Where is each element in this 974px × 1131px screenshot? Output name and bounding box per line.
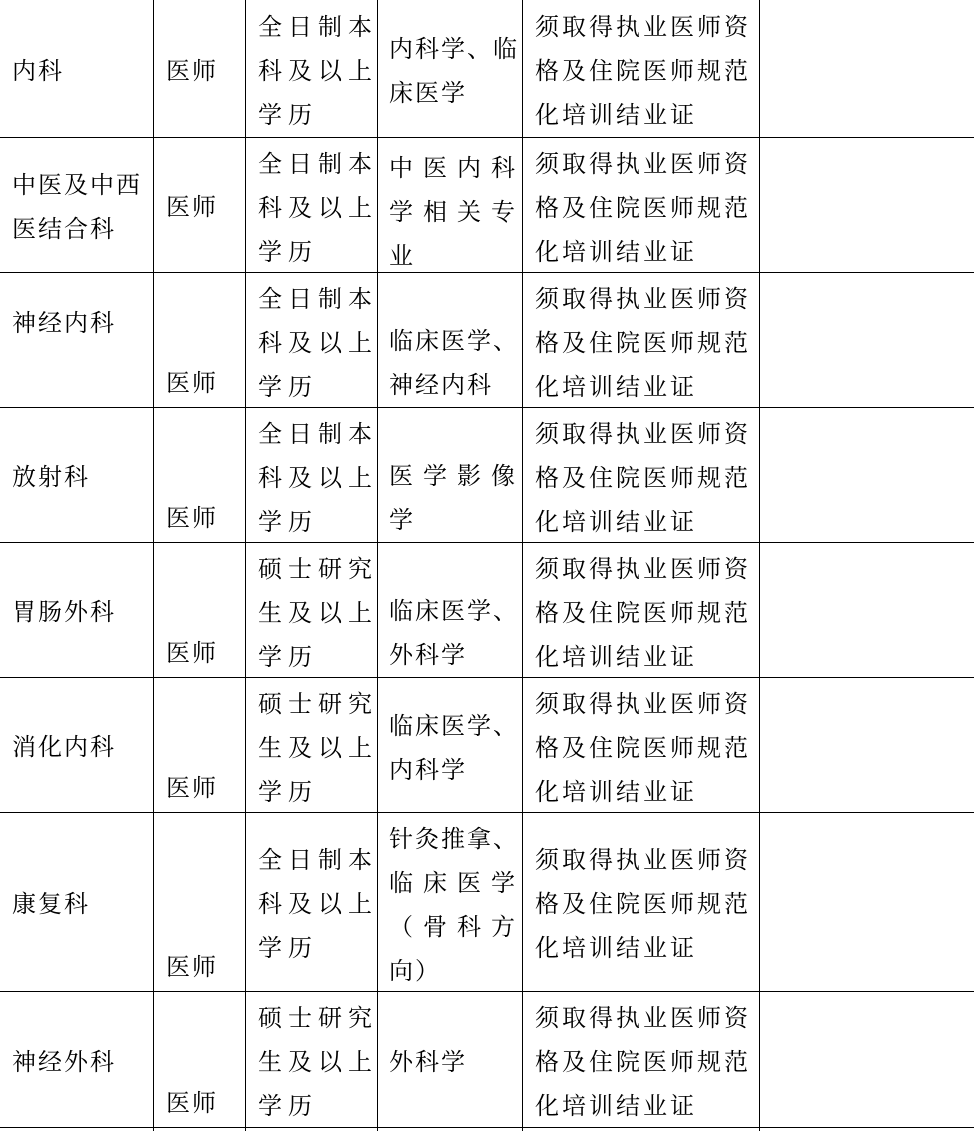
education-line: 学历 [258, 778, 318, 806]
department-cell [12, 277, 150, 407]
note-cell [768, 277, 968, 407]
requirement-line: 须取得执业医师资 [535, 420, 751, 448]
note-cell [768, 142, 968, 272]
requirement-line: 化培训结业证 [535, 373, 697, 401]
major-cell [389, 5, 519, 137]
requirement-line: 格及住院医师规范 [535, 599, 751, 627]
post-cell [166, 817, 242, 991]
table-row [0, 682, 974, 812]
requirement-cell [535, 996, 757, 1127]
education-cell [258, 5, 378, 137]
department-name: 内科 [12, 57, 64, 85]
department-name: 神经内科 [12, 309, 116, 337]
post-name: 医师 [166, 953, 218, 981]
requirement-line: 须取得执业医师资 [535, 846, 751, 874]
department-cell [12, 142, 150, 272]
requirement-line: 化培训结业证 [535, 643, 697, 671]
table-row [0, 142, 974, 272]
requirement-line: 化培训结业证 [535, 934, 697, 962]
requirement-cell [535, 5, 757, 137]
education-line: 生及以上 [258, 1048, 378, 1076]
education-line: 生及以上 [258, 734, 378, 762]
major-line: 神经内科 [389, 371, 493, 399]
requirement-cell [535, 142, 757, 272]
department-cell [12, 5, 150, 137]
major-line: 内科学、临 [389, 35, 519, 63]
education-line: 学历 [258, 934, 318, 962]
major-cell [389, 142, 525, 272]
major-cell [389, 996, 519, 1127]
note-cell [768, 547, 968, 677]
post-name: 医师 [166, 774, 218, 802]
department-name: 放射科 [12, 463, 90, 491]
requirement-line: 须取得执业医师资 [535, 285, 751, 313]
education-line: 学历 [258, 643, 318, 671]
major-line: 临床医学、 [389, 327, 519, 355]
major-cell [389, 682, 519, 812]
education-line: 科及以上 [258, 57, 378, 85]
requirement-cell [535, 817, 757, 991]
education-line: 科及以上 [258, 890, 378, 918]
requirement-line: 化培训结业证 [535, 1092, 697, 1120]
post-name: 医师 [166, 1089, 218, 1117]
education-cell [258, 277, 378, 407]
note-cell [768, 5, 968, 137]
major-line: 针灸推拿、 [389, 825, 519, 853]
education-line: 生及以上 [258, 599, 378, 627]
department-name: 康复科 [12, 890, 90, 918]
education-line: 学历 [258, 101, 318, 129]
requirement-line: 格及住院医师规范 [535, 464, 751, 492]
requirement-cell [535, 412, 757, 542]
education-line: 全日制本 [258, 150, 378, 178]
row-divider [0, 137, 974, 138]
requirement-cell [535, 547, 757, 677]
education-line: 全日制本 [258, 420, 378, 448]
department-cell [12, 547, 150, 677]
education-cell [258, 412, 378, 542]
requirement-cell [535, 277, 757, 407]
row-divider [0, 812, 974, 813]
major-line: 医学影像 [389, 462, 525, 490]
education-line: 硕士研究 [258, 690, 378, 718]
education-line: 全日制本 [258, 285, 378, 313]
post-cell [166, 412, 242, 542]
major-cell [389, 547, 519, 677]
post-name: 医师 [166, 639, 218, 667]
education-line: 全日制本 [258, 13, 378, 41]
requirement-line: 须取得执业医师资 [535, 1004, 751, 1032]
major-line: 临床医学 [389, 869, 525, 897]
row-divider [0, 677, 974, 678]
requirement-line: 须取得执业医师资 [535, 555, 751, 583]
requirement-cell [535, 682, 757, 812]
post-cell [166, 142, 242, 272]
education-line: 全日制本 [258, 846, 378, 874]
post-cell [166, 682, 242, 812]
table-row [0, 412, 974, 542]
requirement-line: 化培训结业证 [535, 508, 697, 536]
row-divider [0, 1127, 974, 1128]
post-name: 医师 [166, 57, 218, 85]
education-line: 硕士研究 [258, 1004, 378, 1032]
note-cell [768, 996, 968, 1127]
department-name: 中医及中西 [12, 171, 142, 199]
table-row [0, 5, 974, 137]
requirement-line: 格及住院医师规范 [535, 329, 751, 357]
education-cell [258, 682, 378, 812]
table-row [0, 277, 974, 407]
education-line: 学历 [258, 373, 318, 401]
department-name: 消化内科 [12, 733, 116, 761]
requirement-line: 格及住院医师规范 [535, 1048, 751, 1076]
major-line: （骨科方 [389, 913, 525, 941]
post-cell [166, 5, 242, 137]
table-row [0, 996, 974, 1127]
table-row [0, 547, 974, 677]
requirement-line: 须取得执业医师资 [535, 690, 751, 718]
requirement-line: 格及住院医师规范 [535, 194, 751, 222]
post-cell [166, 277, 242, 407]
major-line: 临床医学、 [389, 712, 519, 740]
department-cell [12, 412, 150, 542]
major-line: 学 [389, 506, 423, 534]
post-cell [166, 996, 242, 1127]
major-line: 中医内科 [389, 154, 525, 182]
department-cell [12, 682, 150, 812]
major-line: 床医学 [389, 79, 467, 107]
education-cell [258, 817, 378, 991]
major-line: 向） [389, 957, 441, 985]
post-cell [166, 547, 242, 677]
major-cell [389, 412, 525, 542]
post-name: 医师 [166, 193, 218, 221]
department-cell [12, 817, 150, 991]
major-line: 外科学 [389, 641, 467, 669]
department-name: 神经外科 [12, 1047, 116, 1076]
education-line: 学历 [258, 508, 318, 536]
requirement-line: 须取得执业医师资 [535, 13, 751, 41]
department-name: 胃肠外科 [12, 598, 116, 626]
education-line: 学历 [258, 238, 318, 266]
major-line: 学相关专 [389, 198, 525, 226]
post-name: 医师 [166, 504, 218, 532]
post-name: 医师 [166, 369, 218, 397]
note-cell [768, 682, 968, 812]
education-cell [258, 142, 378, 272]
major-line: 内科学 [389, 756, 467, 784]
table-row [0, 817, 974, 991]
department-cell [12, 996, 150, 1127]
requirement-line: 格及住院医师规范 [535, 57, 751, 85]
row-divider [0, 407, 974, 408]
requirement-line: 格及住院医师规范 [535, 734, 751, 762]
major-line: 外科学 [389, 1047, 467, 1076]
major-line: 业 [389, 242, 423, 270]
row-divider [0, 542, 974, 543]
major-cell [389, 277, 519, 407]
note-cell [768, 412, 968, 542]
education-cell [258, 996, 378, 1127]
education-line: 硕士研究 [258, 555, 378, 583]
major-cell [389, 817, 525, 991]
education-line: 科及以上 [258, 464, 378, 492]
requirement-line: 格及住院医师规范 [535, 890, 751, 918]
requirement-line: 化培训结业证 [535, 101, 697, 129]
requirement-line: 化培训结业证 [535, 778, 697, 806]
education-line: 学历 [258, 1092, 318, 1120]
requirement-line: 须取得执业医师资 [535, 150, 751, 178]
education-line: 科及以上 [258, 194, 378, 222]
education-cell [258, 547, 378, 677]
note-cell [768, 817, 968, 991]
requirement-line: 化培训结业证 [535, 238, 697, 266]
education-line: 科及以上 [258, 329, 378, 357]
department-name: 医结合科 [12, 215, 116, 243]
major-line: 临床医学、 [389, 597, 519, 625]
